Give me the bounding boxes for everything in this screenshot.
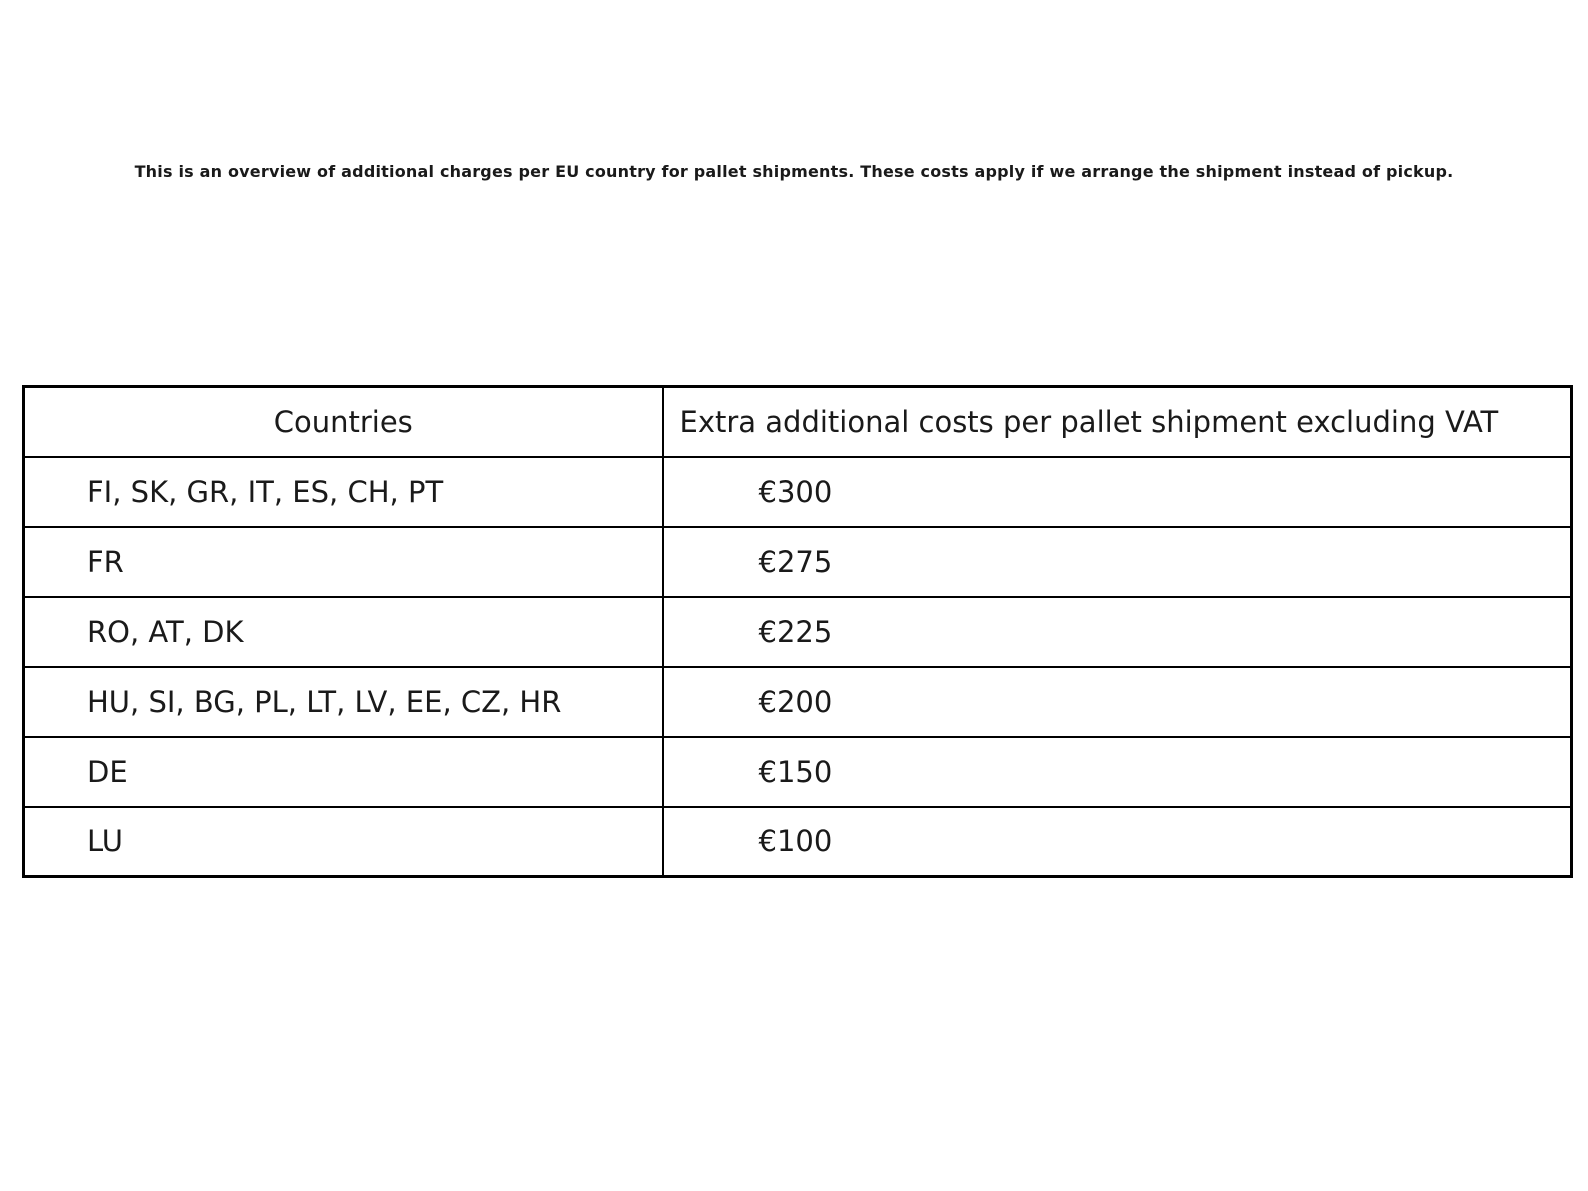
cost-cell: €200 bbox=[663, 667, 1572, 737]
table-row bbox=[24, 597, 1572, 667]
cost-cell: €275 bbox=[663, 527, 1572, 597]
intro-text: This is an overview of additional charges per EU country for pallet shipments. These costs apply if we arrange the shipment instead of pickup. bbox=[134, 162, 1454, 181]
cost-column-header: Extra additional costs per pallet shipment excluding VAT bbox=[663, 387, 1572, 457]
countries-cell: RO, AT, DK bbox=[24, 597, 663, 667]
table-row bbox=[24, 807, 1572, 877]
table-row bbox=[24, 737, 1572, 807]
countries-cell: HU, SI, BG, PL, LT, LV, EE, CZ, HR bbox=[24, 667, 663, 737]
countries-cell: DE bbox=[24, 737, 663, 807]
cost-cell: €100 bbox=[663, 807, 1572, 877]
table-row bbox=[24, 527, 1572, 597]
table-header-row bbox=[24, 387, 1572, 457]
cost-cell: €225 bbox=[663, 597, 1572, 667]
pallet-charges-table bbox=[22, 385, 1573, 878]
cost-cell: €300 bbox=[663, 457, 1572, 527]
countries-cell: FR bbox=[24, 527, 663, 597]
countries-column-header: Countries bbox=[24, 387, 663, 457]
countries-cell: LU bbox=[24, 807, 663, 877]
countries-cell: FI, SK, GR, IT, ES, CH, PT bbox=[24, 457, 663, 527]
table-row bbox=[24, 667, 1572, 737]
table-row bbox=[24, 457, 1572, 527]
cost-cell: €150 bbox=[663, 737, 1572, 807]
